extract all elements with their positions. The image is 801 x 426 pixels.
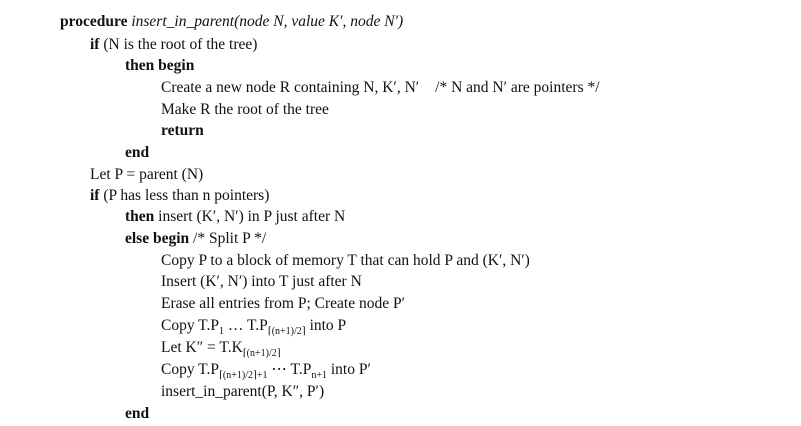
copy-second-c: into P′ <box>326 361 371 378</box>
if-less-line <box>90 186 269 206</box>
create-node-line <box>161 78 600 98</box>
keyword-return: return <box>161 122 204 139</box>
create-node-text: Create a new node R containing N, K′, N′ <box>161 79 420 96</box>
pointer-comment: /* N and N′ are pointers */ <box>435 79 600 96</box>
keyword-begin: begin <box>158 57 195 74</box>
make-root-line: Make R the root of the tree <box>161 101 329 118</box>
then-insert-text: insert (K′, N′) in P just after N <box>158 208 346 225</box>
insert-into-t-line: Insert (K′, N′) into T just after N <box>161 273 362 290</box>
erase-line: Erase all entries from P; Create node P′ <box>161 295 405 312</box>
return-line <box>161 121 204 141</box>
copy-first-b-subscript: ⌈(n+1)/2⌉ <box>267 326 306 337</box>
procedure-name: insert_in_parent <box>131 13 235 30</box>
copy-first-half-line <box>161 316 346 336</box>
keyword-if: if <box>90 36 100 53</box>
let-k-a: Let K″ = T.K <box>161 339 243 356</box>
keyword-procedure: procedure <box>60 13 128 30</box>
then-begin-line <box>125 56 194 76</box>
let-p-line: Let P = parent (N) <box>90 166 204 183</box>
keyword-if: if <box>90 187 100 204</box>
copy-second-half-line <box>161 360 371 380</box>
copy-second-b-subscript: n+1 <box>311 370 327 381</box>
end-line-1 <box>125 143 149 163</box>
keyword-end: end <box>125 144 150 161</box>
let-k-subscript: ⌈(n+1)/2⌉ <box>242 348 281 359</box>
keyword-else: else <box>125 230 150 247</box>
split-comment: /* Split P */ <box>193 230 267 247</box>
let-k-line <box>161 338 281 358</box>
copy-to-t-line: Copy P to a block of memory T that can hold P and (K′, N′) <box>161 252 530 269</box>
procedure-params: (node N, value K′, node N′) <box>234 13 404 30</box>
if-less-condition: (P has less than n pointers) <box>103 187 270 204</box>
copy-first-c: into P <box>305 317 347 334</box>
copy-second-b: ⋯ T.P <box>267 361 312 378</box>
else-begin-line <box>125 229 266 249</box>
then-insert-line <box>125 207 345 227</box>
copy-first-b: … T.P <box>224 317 268 334</box>
copy-first-a-subscript: 1 <box>219 326 224 337</box>
keyword-end: end <box>125 405 150 422</box>
procedure-header <box>60 12 403 32</box>
if-root-condition: (N is the root of the tree) <box>103 36 258 53</box>
copy-first-a: Copy T.P <box>161 317 219 334</box>
keyword-then: then <box>125 208 155 225</box>
if-root-line <box>90 35 257 55</box>
copy-second-a: Copy T.P <box>161 361 219 378</box>
keyword-begin: begin <box>152 230 190 247</box>
copy-second-a-subscript: ⌈(n+1)/2⌉+1 <box>219 370 268 381</box>
recursive-call-line: insert_in_parent(P, K″, P′) <box>161 383 325 400</box>
keyword-then: then <box>125 57 155 74</box>
end-line-2 <box>125 404 149 424</box>
